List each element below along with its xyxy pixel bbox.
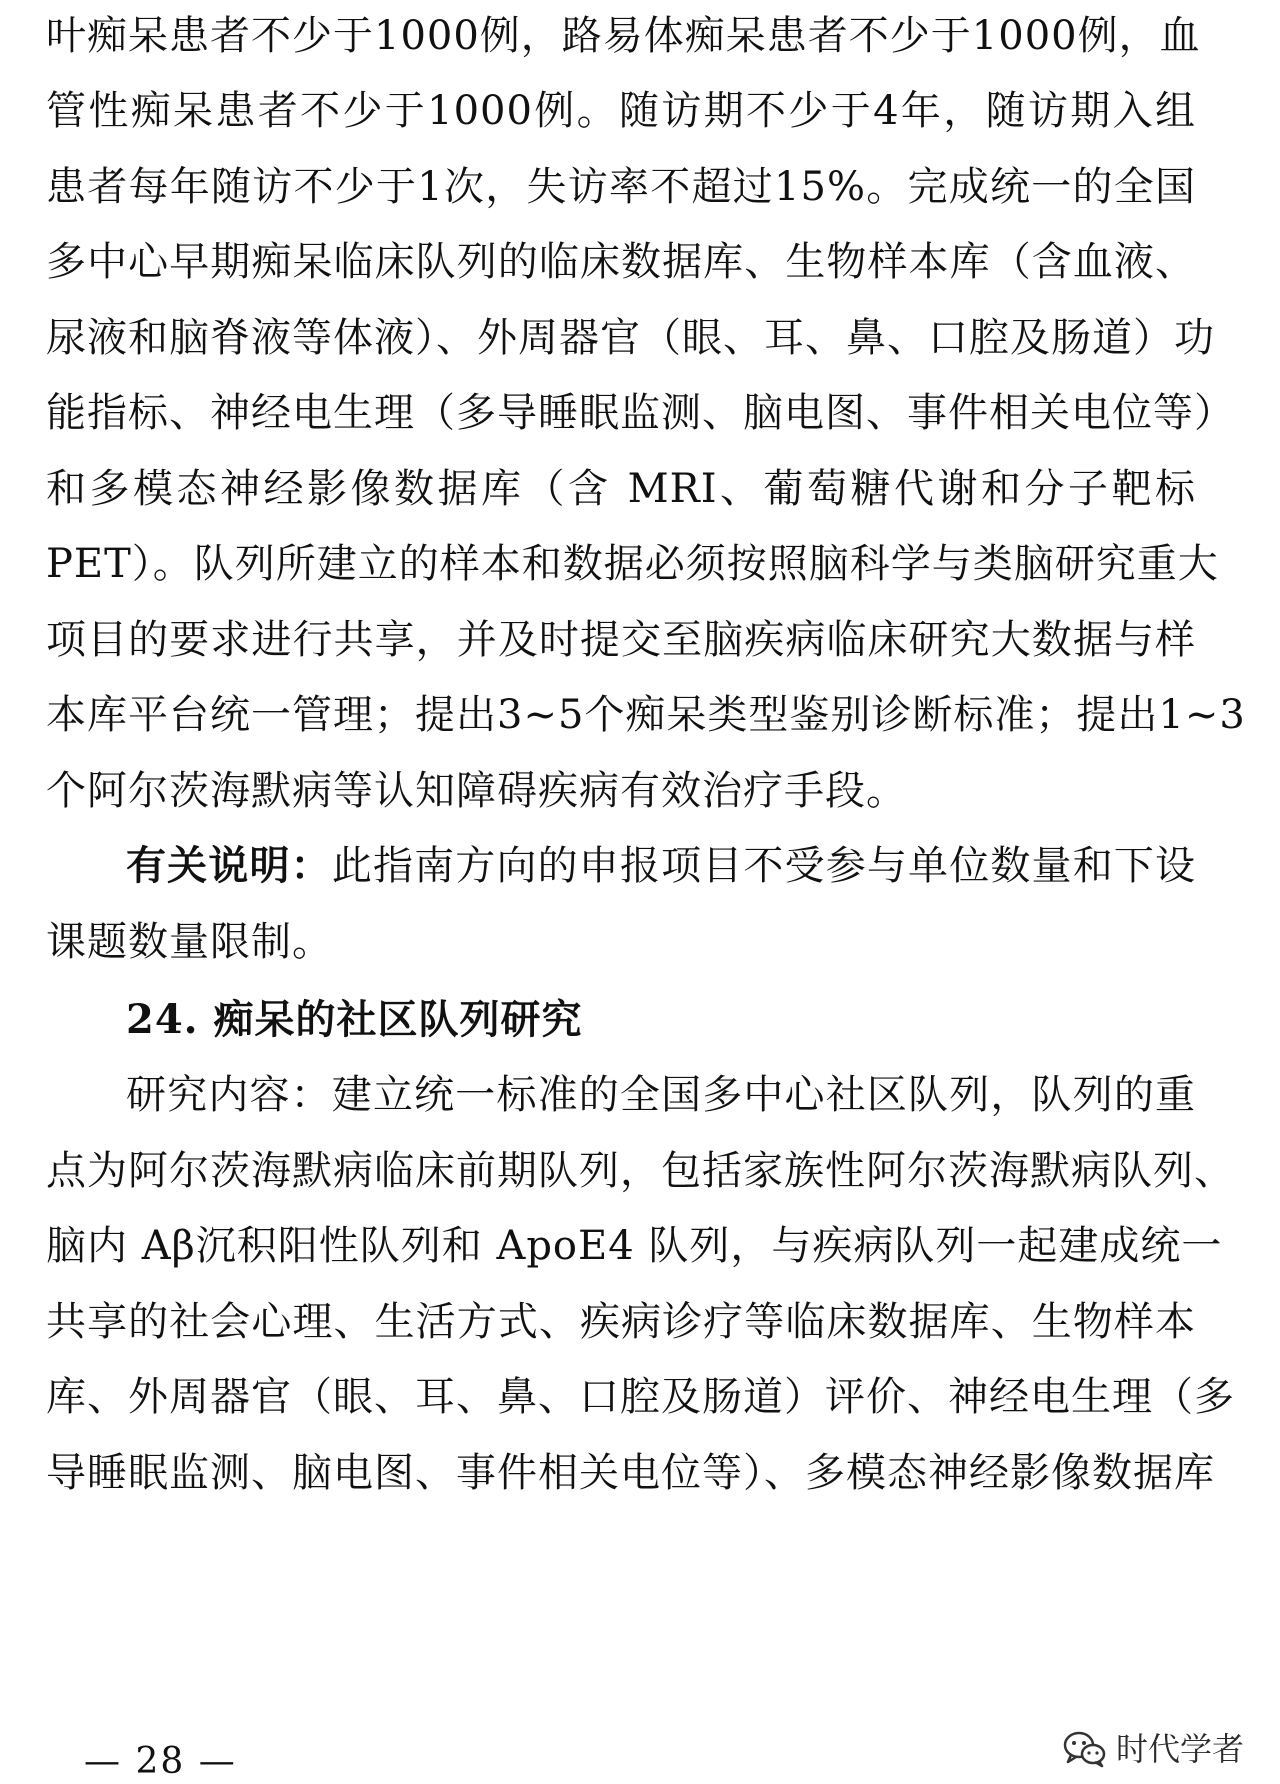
body-line: 项目的要求进行共享，并及时提交至脑疾病临床研究大数据与样 [46, 617, 1196, 663]
body-line: 尿液和脑脊液等体液）、外周器官（眼、耳、鼻、口腔及肠道）功 [46, 315, 1215, 361]
body-line: 导睡眠监测、脑电图、事件相关电位等）、多模态神经影像数据库 [46, 1450, 1215, 1496]
body-line: 和多模态神经影像数据库（含 MRI、葡萄糖代谢和分子靶标 [46, 466, 1196, 512]
body-line: 能指标、神经电生理（多导睡眠监测、脑电图、事件相关电位等） [46, 390, 1235, 436]
body-line: 多中心早期痴呆临床队列的临床数据库、生物样本库（含血液、 [46, 239, 1196, 285]
note-line [126, 836, 1196, 896]
body-line: 共享的社会心理、生活方式、疾病诊疗等临床数据库、生物样本 [46, 1299, 1196, 1345]
body-line: 个阿尔茨海默病等认知障碍疾病有效治疗手段。 [46, 768, 907, 814]
body-line: 脑内 Aβ沉积阳性队列和 ApoE4 队列，与疾病队列一起建成统一 [46, 1223, 1223, 1269]
body-line: PET）。队列所建立的样本和数据必须按照脑科学与类脑研究重大 [46, 541, 1219, 587]
page-number: — 28 — [84, 1741, 237, 1782]
note-line: 课题数量限制。 [46, 919, 333, 965]
body-line: 本库平台统一管理；提出3~5个痴呆类型鉴别诊断标准；提出1~3 [46, 692, 1246, 738]
watermark-text: 时代学者 [1116, 1730, 1245, 1768]
body-line: 点为阿尔茨海默病临床前期队列，包括家族性阿尔茨海默病队列、 [46, 1148, 1235, 1194]
watermark [1062, 1726, 1244, 1772]
body-line: 叶痴呆患者不少于1000例，路易体痴呆患者不少于1000例，血 [46, 13, 1201, 59]
body-line: 库、外周器官（眼、耳、鼻、口腔及肠道）评价、神经电生理（多 [46, 1374, 1235, 1420]
note-label: 有关说明： [126, 842, 332, 889]
section-heading: 24. 痴呆的社区队列研究 [126, 996, 583, 1043]
note-text: 此指南方向的申报项目不受参与单位数量和下设 [331, 843, 1197, 889]
wechat-icon [1062, 1729, 1108, 1769]
body-line: 管性痴呆患者不少于1000例。随访期不少于4年，随访期入组 [46, 88, 1196, 134]
research-first-line: 研究内容：建立统一标准的全国多中心社区队列，队列的重 [126, 1072, 1196, 1118]
body-line: 患者每年随访不少于1次，失访率不超过15%。完成统一的全国 [46, 164, 1196, 210]
